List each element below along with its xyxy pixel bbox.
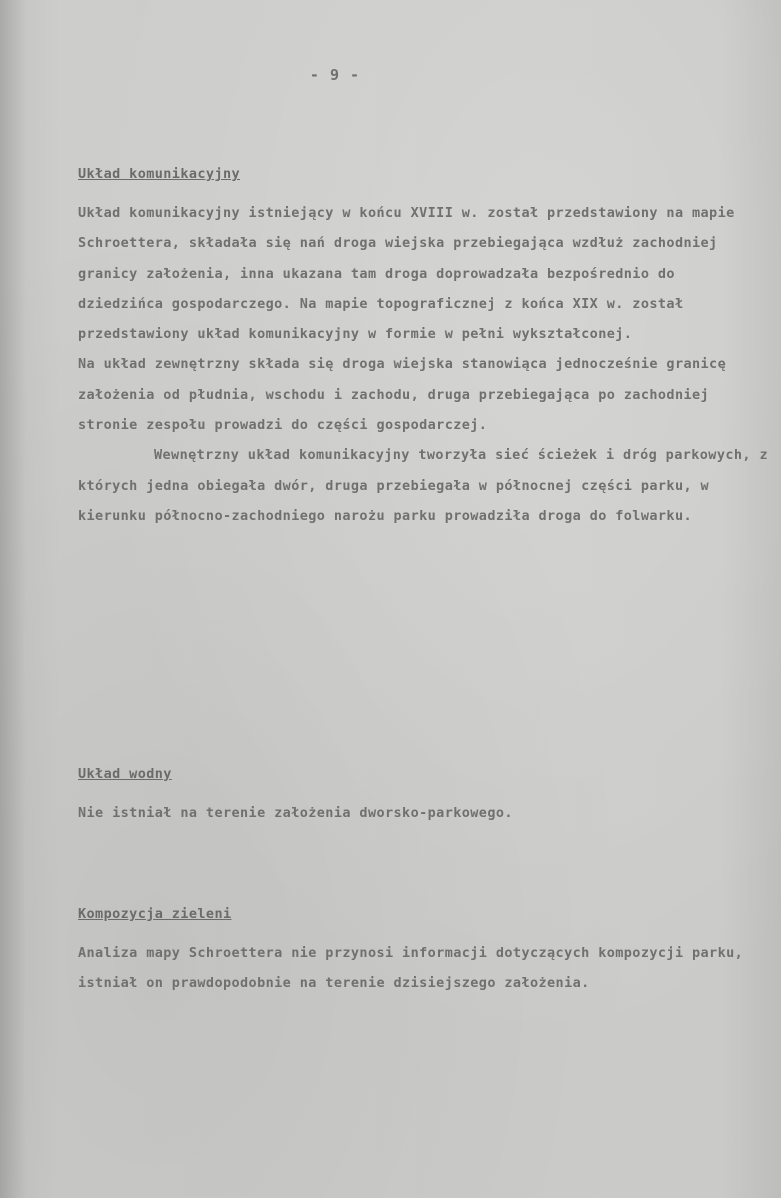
paragraph: Analiza mapy Schroettera nie przynosi informacji dotyczących kompozycji parku, istniał on prawdopodobnie na terenie dzisiejszego założenia. [78, 945, 744, 992]
section-water [78, 766, 768, 828]
paragraph: Nie istniał na terenie założenia dworsko-parkowego. [78, 805, 513, 821]
section-heading: Układ komunikacyjny [78, 166, 241, 182]
section-greenery [78, 906, 768, 999]
section-heading: Kompozycja zieleni [78, 906, 232, 922]
page-number: - 9 - [309, 66, 361, 84]
section-communication [78, 166, 768, 531]
paragraph: Układ komunikacyjny istniejący w końcu XVIII w. został przedstawiony na mapie Schroettera, składała się nań droga wiejska przebiegająca wzdłuż zachodniej granicy założenia, inna ukazana tam droga doprowadzała bezpośrednio do dziedzińca gospodarczego. Na mapie topograficznej z końca XIX w. został przedstawiony układ komunikacyjny w formie w pełni wykształconej. [78, 205, 735, 343]
paragraph: Wewnętrzny układ komunikacyjny tworzyła sieć ścieżek i dróg parkowych, z których jedna obiegała dwór, druga przebiegała w północnej części parku, w kierunku północno-zachodniego narożu parku prowadziła droga do folwarku. [78, 447, 768, 524]
section-heading: Układ wodny [78, 766, 172, 782]
paragraph: Na układ zewnętrzny składa się droga wiejska stanowiąca jednocześnie granicę założenia od płudnia, wschodu i zachodu, druga przebiegająca po zachodniej stronie zespołu prowadzi do części gospodarczej. [78, 356, 727, 434]
